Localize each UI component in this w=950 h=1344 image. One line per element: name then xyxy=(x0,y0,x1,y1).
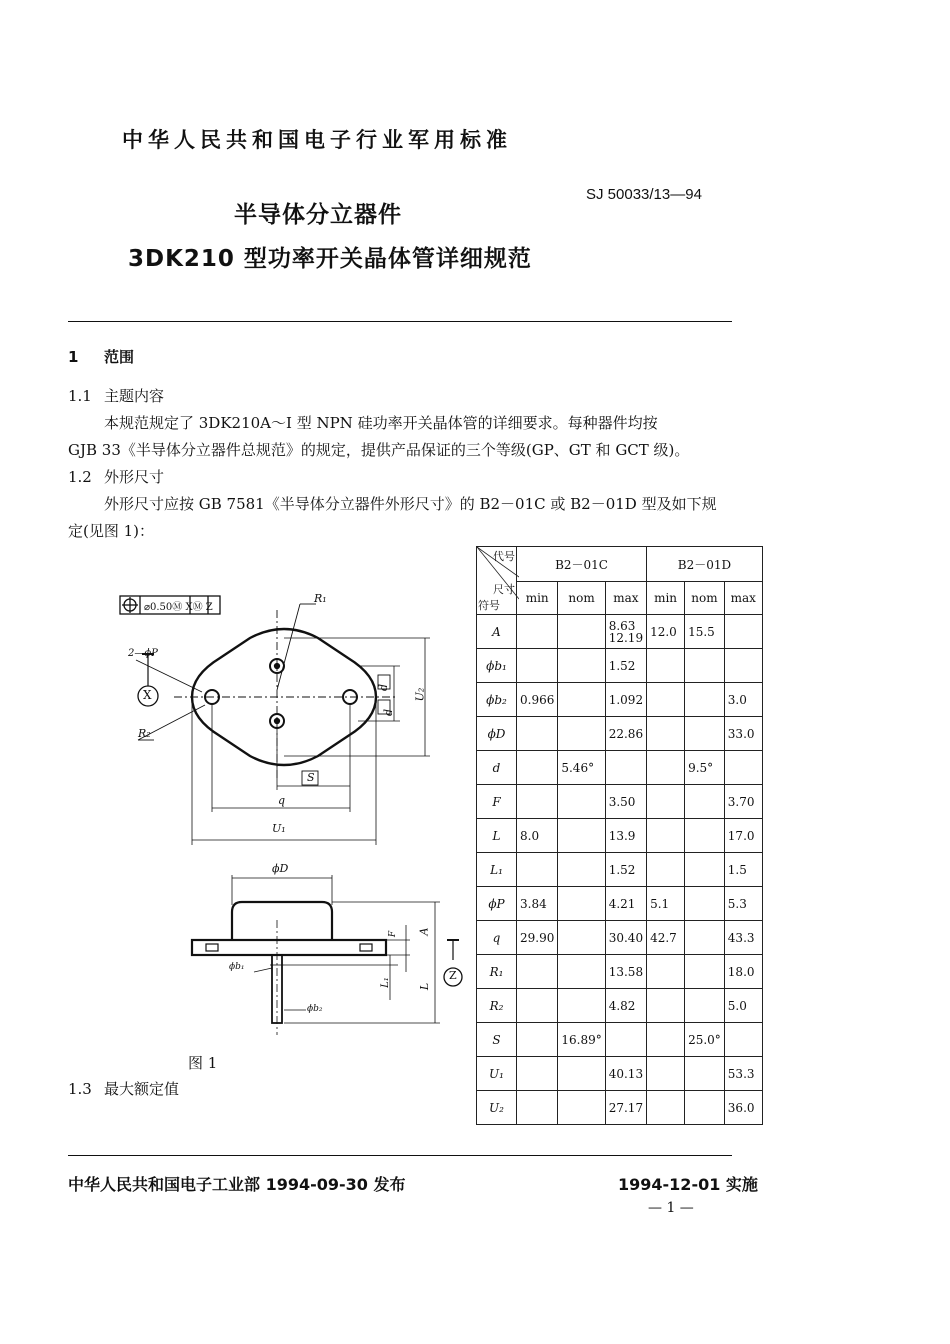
value-cell xyxy=(647,785,685,819)
title-line-1: 半导体分立器件 xyxy=(234,202,402,228)
value-cell xyxy=(558,785,605,819)
subheader-cell: nom xyxy=(685,582,725,615)
outline-drawing xyxy=(110,580,480,1050)
table-subheader-row xyxy=(477,582,763,615)
value-cell: 0.966 xyxy=(517,683,558,717)
symbol-cell: R₁ xyxy=(477,955,517,989)
label-l1: L₁ xyxy=(379,977,391,988)
paragraph-line: 本规范规定了 3DK210A～I 型 NPN 硅功率开关晶体管的详细要求。每种器件均按 xyxy=(104,414,658,432)
value-cell xyxy=(558,955,605,989)
corner-label-mid: 尺寸 xyxy=(493,583,515,596)
table-row xyxy=(477,1023,763,1057)
section-number: 1.2 xyxy=(68,468,92,486)
subheader-cell: min xyxy=(517,582,558,615)
value-cell xyxy=(647,1057,685,1091)
symbol-cell: ϕb₁ xyxy=(477,649,517,683)
value-cell xyxy=(558,683,605,717)
value-cell xyxy=(558,1091,605,1125)
value-cell: 1.52 xyxy=(605,649,646,683)
table-row xyxy=(477,921,763,955)
value-cell xyxy=(724,751,762,785)
value-cell: 3.50 xyxy=(605,785,646,819)
value-cell xyxy=(685,989,725,1023)
figure-caption: 图 1 xyxy=(188,1054,218,1072)
label-r2: R₂ xyxy=(138,727,151,740)
value-cell: 9.5° xyxy=(685,751,725,785)
subheader-cell: nom xyxy=(558,582,605,615)
label-a: A xyxy=(417,927,431,936)
value-cell xyxy=(517,1057,558,1091)
section-title: 范围 xyxy=(104,348,135,366)
value-cell xyxy=(724,1023,762,1057)
subheader-cell: min xyxy=(647,582,685,615)
value-cell xyxy=(517,1023,558,1057)
label-2-phi-p: 2—ϕP xyxy=(128,648,158,659)
datum-x: X xyxy=(143,688,152,702)
value-cell: 4.82 xyxy=(605,989,646,1023)
symbol-cell: F xyxy=(477,785,517,819)
table-row xyxy=(477,751,763,785)
value-cell xyxy=(647,853,685,887)
symbol-cell: d xyxy=(477,751,517,785)
value-cell xyxy=(647,989,685,1023)
value-cell: 29.90 xyxy=(517,921,558,955)
label-r1: R₁ xyxy=(314,592,327,605)
section-title: 外形尺寸 xyxy=(104,468,165,486)
group-header-b2-01d: B2－01D xyxy=(647,547,763,582)
value-cell: 13.9 xyxy=(605,819,646,853)
value-cell xyxy=(685,649,725,683)
value-cell: 27.17 xyxy=(605,1091,646,1125)
label-phi-b1: ϕb₁ xyxy=(229,962,245,972)
value-cell xyxy=(517,751,558,785)
table-row xyxy=(477,1057,763,1091)
value-cell xyxy=(517,649,558,683)
symbol-cell: R₂ xyxy=(477,989,517,1023)
value-cell: 3.84 xyxy=(517,887,558,921)
value-cell: 15.5 xyxy=(685,615,725,649)
value-cell: 1.092 xyxy=(605,683,646,717)
footer-rule xyxy=(68,1155,732,1156)
page-number: — 1 — xyxy=(648,1200,694,1216)
value-cell: 36.0 xyxy=(724,1091,762,1125)
table-header-row xyxy=(477,547,763,582)
value-cell xyxy=(647,683,685,717)
value-cell xyxy=(517,955,558,989)
value-cell: 13.58 xyxy=(605,955,646,989)
standard-category: 中华人民共和国电子行业军用标准 xyxy=(122,127,512,152)
value-cell xyxy=(517,989,558,1023)
value-cell xyxy=(558,615,605,649)
table-row xyxy=(477,955,763,989)
value-cell: 42.7 xyxy=(647,921,685,955)
value-cell: 8.0 xyxy=(517,819,558,853)
value-cell xyxy=(558,717,605,751)
value-cell xyxy=(685,955,725,989)
subheader-cell: max xyxy=(724,582,762,615)
value-cell: 18.0 xyxy=(724,955,762,989)
table-row xyxy=(477,785,763,819)
label-f: F xyxy=(388,930,399,938)
value-cell: 5.3 xyxy=(724,887,762,921)
value-cell xyxy=(558,887,605,921)
paragraph-line: 外形尺寸应按 GB 7581《半导体分立器件外形尺寸》的 B2－01C 或 B2－01D 型及如下规 xyxy=(104,495,717,513)
dimension-table xyxy=(476,546,763,1125)
symbol-cell: U₁ xyxy=(477,1057,517,1091)
value-cell: 22.86 xyxy=(605,717,646,751)
label-phi-d: ϕD xyxy=(272,862,289,875)
datum-z: Z xyxy=(449,969,457,982)
value-cell: 1.52 xyxy=(605,853,646,887)
value-cell xyxy=(685,683,725,717)
symbol-cell: ϕP xyxy=(477,887,517,921)
dimension-table-body xyxy=(477,615,763,1125)
value-cell xyxy=(685,1091,725,1125)
value-cell xyxy=(558,989,605,1023)
value-cell xyxy=(558,819,605,853)
value-cell: 5.46° xyxy=(558,751,605,785)
package-flange-side xyxy=(192,940,386,955)
symbol-cell: U₂ xyxy=(477,1091,517,1125)
label-u2: U₂ xyxy=(413,687,427,702)
symbol-cell: L xyxy=(477,819,517,853)
value-cell: 3.0 xyxy=(724,683,762,717)
value-cell: 25.0° xyxy=(685,1023,725,1057)
label-d-lower: d xyxy=(382,708,396,717)
standard-code: SJ 50033/13—94 xyxy=(586,186,702,203)
section-title: 最大额定值 xyxy=(104,1080,180,1098)
value-cell: 16.89° xyxy=(558,1023,605,1057)
value-cell xyxy=(685,921,725,955)
table-row xyxy=(477,615,763,649)
value-cell xyxy=(517,717,558,751)
value-cell: 5.0 xyxy=(724,989,762,1023)
value-cell xyxy=(647,649,685,683)
value-cell xyxy=(558,853,605,887)
section-number: 1.1 xyxy=(68,387,92,405)
table-corner-cell xyxy=(477,547,517,615)
section-title: 主题内容 xyxy=(104,387,165,405)
header-rule xyxy=(68,321,732,322)
table-row xyxy=(477,717,763,751)
symbol-cell: q xyxy=(477,921,517,955)
value-cell xyxy=(517,785,558,819)
subheader-cell: max xyxy=(605,582,646,615)
table-row xyxy=(477,853,763,887)
value-cell xyxy=(685,819,725,853)
label-q: q xyxy=(278,794,286,807)
value-cell xyxy=(647,955,685,989)
value-cell xyxy=(685,717,725,751)
symbol-cell: ϕD xyxy=(477,717,517,751)
value-cell xyxy=(647,751,685,785)
symbol-cell: L₁ xyxy=(477,853,517,887)
corner-label-bottom: 符号 xyxy=(478,599,500,612)
value-cell xyxy=(724,615,762,649)
table-row xyxy=(477,989,763,1023)
value-cell: 5.1 xyxy=(647,887,685,921)
section-number: 1.3 xyxy=(68,1080,92,1098)
label-d: d xyxy=(377,683,391,692)
value-cell xyxy=(558,921,605,955)
effective-date: 1994-12-01 实施 xyxy=(618,1175,758,1194)
section-1-2-heading xyxy=(68,464,164,491)
label-u1: U₁ xyxy=(272,822,286,835)
value-cell xyxy=(647,1091,685,1125)
value-cell: 3.70 xyxy=(724,785,762,819)
value-cell: 12.0 xyxy=(647,615,685,649)
label-phi-b2: ϕb₂ xyxy=(307,1004,323,1014)
symbol-cell: S xyxy=(477,1023,517,1057)
value-cell: 17.0 xyxy=(724,819,762,853)
tolerance-frame-label: ⌀0.50Ⓜ XⓂ Z xyxy=(144,602,213,613)
symbol-cell: A xyxy=(477,615,517,649)
value-cell: 33.0 xyxy=(724,717,762,751)
section-1-3-heading xyxy=(68,1076,179,1103)
value-cell: 1.5 xyxy=(724,853,762,887)
table-row xyxy=(477,1091,763,1125)
table-row xyxy=(477,887,763,921)
table-row xyxy=(477,683,763,717)
value-cell xyxy=(558,649,605,683)
value-cell: 53.3 xyxy=(724,1057,762,1091)
value-cell: 8.63 12.19 xyxy=(605,615,646,649)
value-cell xyxy=(605,1023,646,1057)
value-cell xyxy=(685,887,725,921)
title-line-2: 3DK210 型功率开关晶体管详细规范 xyxy=(128,246,532,272)
group-header-b2-01c: B2－01C xyxy=(517,547,647,582)
package-can-side xyxy=(232,902,332,940)
value-cell xyxy=(685,785,725,819)
value-cell: 43.3 xyxy=(724,921,762,955)
table-row xyxy=(477,819,763,853)
value-cell xyxy=(647,717,685,751)
section-1-heading xyxy=(68,344,134,371)
corner-label-top: 代号 xyxy=(493,550,515,563)
section-number: 1 xyxy=(68,348,79,366)
paragraph-line: GJB 33《半导体分立器件总规范》的规定，提供产品保证的三个等级(GP、GT 和 GCT 级)。 xyxy=(68,441,690,459)
value-cell xyxy=(605,751,646,785)
value-cell xyxy=(724,649,762,683)
label-s: S xyxy=(307,771,315,784)
value-cell xyxy=(558,1057,605,1091)
symbol-cell: ϕb₂ xyxy=(477,683,517,717)
value-cell xyxy=(685,853,725,887)
label-l: L xyxy=(418,982,432,991)
value-cell: 4.21 xyxy=(605,887,646,921)
table-row xyxy=(477,649,763,683)
value-cell xyxy=(517,1091,558,1125)
section-1-1-heading xyxy=(68,383,164,410)
issue-statement: 中华人民共和国电子工业部 1994-09-30 发布 xyxy=(68,1175,406,1194)
value-cell xyxy=(647,819,685,853)
paragraph-line: 定(见图 1)： xyxy=(68,522,155,540)
value-cell: 30.40 xyxy=(605,921,646,955)
value-cell xyxy=(685,1057,725,1091)
value-cell xyxy=(517,615,558,649)
value-cell xyxy=(517,853,558,887)
value-cell xyxy=(647,1023,685,1057)
value-cell: 40.13 xyxy=(605,1057,646,1091)
